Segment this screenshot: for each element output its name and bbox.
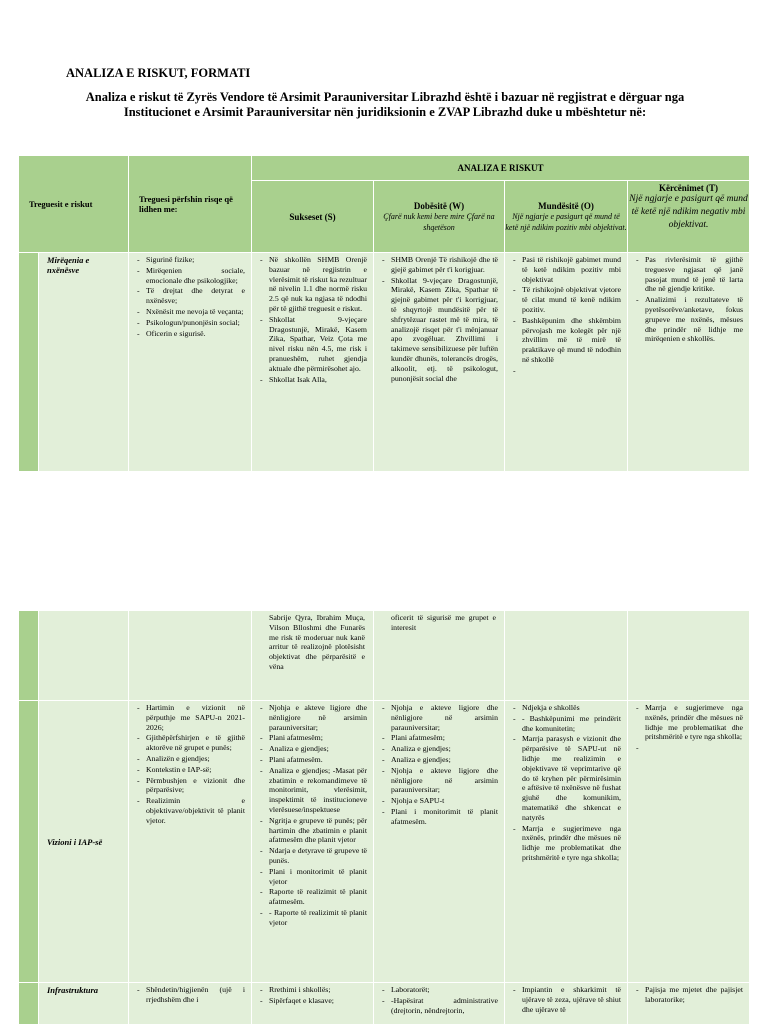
list-item: - Analiza e gjendjes; -Masat për zbatimin e rekomandimeve të monitorimit, vlerësimit, inspektimit të institucioneve vlerësuese/inspektuese — [260, 766, 367, 815]
list-item: - Përmbushjen e vizionit dhe përparësive; — [137, 776, 245, 796]
weaknesses-cell — [374, 701, 505, 983]
header-weaknesses: Dobësitë (W) Çfarë nuk kemi bere mire Çfarë na shqetëson — [374, 181, 505, 253]
document-title: ANALIZA E RISKUT, FORMATI — [66, 66, 251, 80]
list-item: - Të drejtat dhe detyrat e nxënësve; — [137, 286, 245, 306]
risks-cell — [129, 983, 252, 1025]
list-item: - Analizimi i rezultateve të pyetësorëve/anketave, fokus grupeve me nxënës, mësues dhe prindër në lidhje me mirëqenien e shkollës. — [636, 295, 743, 344]
list-item: - - Raporte të realizimit të planit vjetor — [260, 908, 367, 928]
list-item: - Njohja e akteve ligjore dhe nënligjore në arsimin parauniversitar; — [260, 703, 367, 732]
header-risks-included: Treguesi përfshin risqe që lidhen me: — [129, 156, 252, 253]
list-item: - Realizimin e objektivave/objektivit të planit vjetor. — [137, 796, 245, 825]
strengths-cell — [252, 983, 374, 1025]
list-item: - Njohja e SAPU-t — [382, 796, 498, 806]
list-item: - Mirëqenien sociale, emocionale dhe psikologjike; — [137, 266, 245, 286]
list-item: - Bashkëpunim dhe shkëmbim përvojash me kolegët për një zhvillim më të mirë të praktikave që mund të ndodhin në shkollë — [513, 316, 621, 365]
row-marker — [19, 253, 39, 472]
list-item: - Në shkollën SHMB Orenjë bazuar në regjistrin e vlerësimit të riskut ka rezultuar në nivelin 1.1 dhe normë risku 2.5 që nuk ka ngjasa të ndodhi për të gjithë treguesit e riskut. — [260, 255, 367, 314]
risk-table-continued — [18, 610, 750, 1025]
row-label-infrastructure: Infrastruktura — [39, 983, 129, 1025]
list-item: - Oficerin e sigurisë. — [137, 329, 245, 339]
header-indicators: Treguesit e riskut — [19, 156, 129, 253]
list-item: - Sigurinë fizike; — [137, 255, 245, 265]
threats-cell — [628, 253, 750, 472]
list-item: - Rrethimi i shkollës; — [260, 985, 367, 995]
list-item: - Shkollat 9-vjeçare Dragostunjë, Mirakë, Kasem Zika, Spathar të gjejnë gabimet për t'i korrigjuar, të shqyrtojë mundësitë për të shfrytëzuar rastet më të mira, të analizojë risqet për t'i mënjanuar apo zvogëluar. Zhvillimi i takimeve sensibilizuese për luftën kundër dhunës, tolerancës drogës, alkoolit, etj. të psikologut, punonjësit social dhe — [382, 276, 498, 384]
list-item: - Raporte të realizimit të planit afatmesëm. — [260, 887, 367, 907]
risks-cell — [129, 701, 252, 983]
risk-table-top — [18, 155, 750, 472]
list-item: - Shkollat Isak Alla, — [260, 375, 367, 385]
list-item: - Shëndetin/higjienën (ujë i rrjedhshëm dhe i — [137, 985, 245, 1005]
risks-cell — [129, 253, 252, 472]
weaknesses-cell: oficerit të sigurisë me grupet e interesit — [374, 611, 505, 701]
list-item: - Marrja e sugjerimeve nga nxënës, prindër dhe mësues në lidhje me problematikat dhe pritshmëritë e tyre nga shkolla; — [513, 824, 621, 863]
list-item: - Psikologun/punonjësin social; — [137, 318, 245, 328]
list-item: - Pas rivlerësimit të gjithë treguesve ngjasat që janë pasojat mund të jenë të larta dhe në gjendje kritike. — [636, 255, 743, 294]
list-item: - Plani afatmesëm; — [260, 733, 367, 743]
list-item: - SHMB Orenjë Të rishikojë dhe të gjejë gabimet për t'i korigjuar. — [382, 255, 498, 275]
list-item: - Analiza e gjendjes; — [382, 755, 498, 765]
strengths-cell — [252, 253, 374, 472]
list-item: - Marrja parasysh e vizionit dhe përparësive të SAPU-ut në lidhje me realizimin e objektivave të veprimtarive që do të kryhen për përmirësimin e aftësive të nxënësve në fushat gjuhë dhe komunikim, matematikë dhe shkencat e natyrës — [513, 734, 621, 822]
list-item: - Impiantin e shkarkimit të ujërave të zeza, ujërave të shiut dhe ujërave të — [513, 985, 621, 1014]
list-item: - Analiza e gjendjes; — [382, 744, 498, 754]
list-item: - Kontekstin e IAP-së; — [137, 765, 245, 775]
weaknesses-cell — [374, 983, 505, 1025]
opportunities-cell — [505, 983, 628, 1025]
threats-cell — [628, 701, 750, 983]
list-item: - Pajisja me mjetet dhe pajisjet laboratorike; — [636, 985, 743, 1005]
list-item: - Nxënësit me nevoja të veçanta; — [137, 307, 245, 317]
list-item: - Njohja e akteve ligjore dhe nënligjore në arsimin parauniversitar; — [382, 766, 498, 795]
list-item: - Analizën e gjendjes; — [137, 754, 245, 764]
list-item: - Ndarja e detyrave të grupeve të punës. — [260, 846, 367, 866]
list-item: - Hartimin e vizionit në përputhje me SAPU-n 2021-2026; — [137, 703, 245, 732]
list-item: - Pasi të rishikojë gabimet mund të ketë ndikim pozitiv mbi objektivat — [513, 255, 621, 284]
document-subtitle: Analiza e riskut të Zyrës Vendore të Arsimit Parauniversitar Librazhd është i bazuar në regjistrat e dërguar nga Institucionet e Arsimit Parauniversitar nën juridiksionin e ZVAP Librazhd duke u mbështetur në: — [85, 90, 685, 119]
list-item: - Ndjekja e shkollës — [513, 703, 621, 713]
list-item: - Marrja e sugjerimeve nga nxënës, prindër dhe mësues në lidhje me problematikat dhe pritshmëritë e tyre nga shkolla; — [636, 703, 743, 742]
row-label-vision: Vizioni i IAP-së — [39, 701, 129, 983]
list-item: - Ngritja e grupeve të punës; për hartimin dhe zbatimin e planit afatmesëm dhe planit vjetor — [260, 816, 367, 845]
strengths-cell: Sabrije Qyra, Ibrahim Muça, Vilson Blloshmi dhe Funarës me risk të moderuar nuk kanë arritur të realizojnë plotësisht objektivat dhe përparësitë e vëna — [252, 611, 374, 701]
row-marker — [19, 983, 39, 1025]
list-item: - Plani afatmesëm; — [382, 733, 498, 743]
opportunities-cell — [505, 701, 628, 983]
list-item: - Shkollat 9-vjeçare Dragostunjë, Mirakë, Kasem Zika, Spathar, Veiz Çota me nivel risku nën 4.5, me risk i pranueshëm, ruhet gjendja aktuale dhe përmirësohet ajo. — [260, 315, 367, 374]
list-item: - - Bashkëpunimi me prindërit dhe komunitetin; — [513, 714, 621, 734]
list-item: - Analiza e gjendjes; — [260, 744, 367, 754]
row-marker — [19, 611, 39, 701]
list-item: - Plani afatmesëm. — [260, 755, 367, 765]
list-item: - Sipërfaqet e klasave; — [260, 996, 367, 1006]
header-opportunities: Mundësitë (O) Një ngjarje e pasigurt që mund të ketë një ndikim pozitiv mbi objektivat. — [505, 181, 628, 253]
opportunities-cell — [505, 253, 628, 472]
list-item: - Gjithëpërfshirjen e të gjithë aktorëve në grupet e punës; — [137, 733, 245, 753]
list-item: - Plani i monitorimit të planit vjetor — [260, 867, 367, 887]
row-marker — [19, 701, 39, 983]
row-label-wellbeing: Mirëqenia e nxënësve — [39, 253, 129, 472]
list-item: - Njohja e akteve ligjore dhe nënligjore në arsimin parauniversitar; — [382, 703, 498, 732]
list-item: - -Hapësirat administrative (drejtorin, nëndrejtorin, — [382, 996, 498, 1016]
header-strengths: Sukseset (S) — [252, 181, 374, 253]
threats-cell — [628, 983, 750, 1025]
list-item: - Plani i monitorimit të planit afatmesëm. — [382, 807, 498, 827]
weaknesses-cell — [374, 253, 505, 472]
strengths-cell — [252, 701, 374, 983]
header-threats: Kërcënimet (T) Një ngjarje e pasigurt që mund të ketë një ndikim negativ mbi objektivat. — [628, 181, 750, 253]
list-item: - Të rishikojnë objektivat vjetore të cilat mund të kenë ndikim pozitiv. — [513, 285, 621, 314]
list-item: - Laboratorët; — [382, 985, 498, 995]
header-risk-analysis: ANALIZA E RISKUT — [252, 156, 750, 181]
